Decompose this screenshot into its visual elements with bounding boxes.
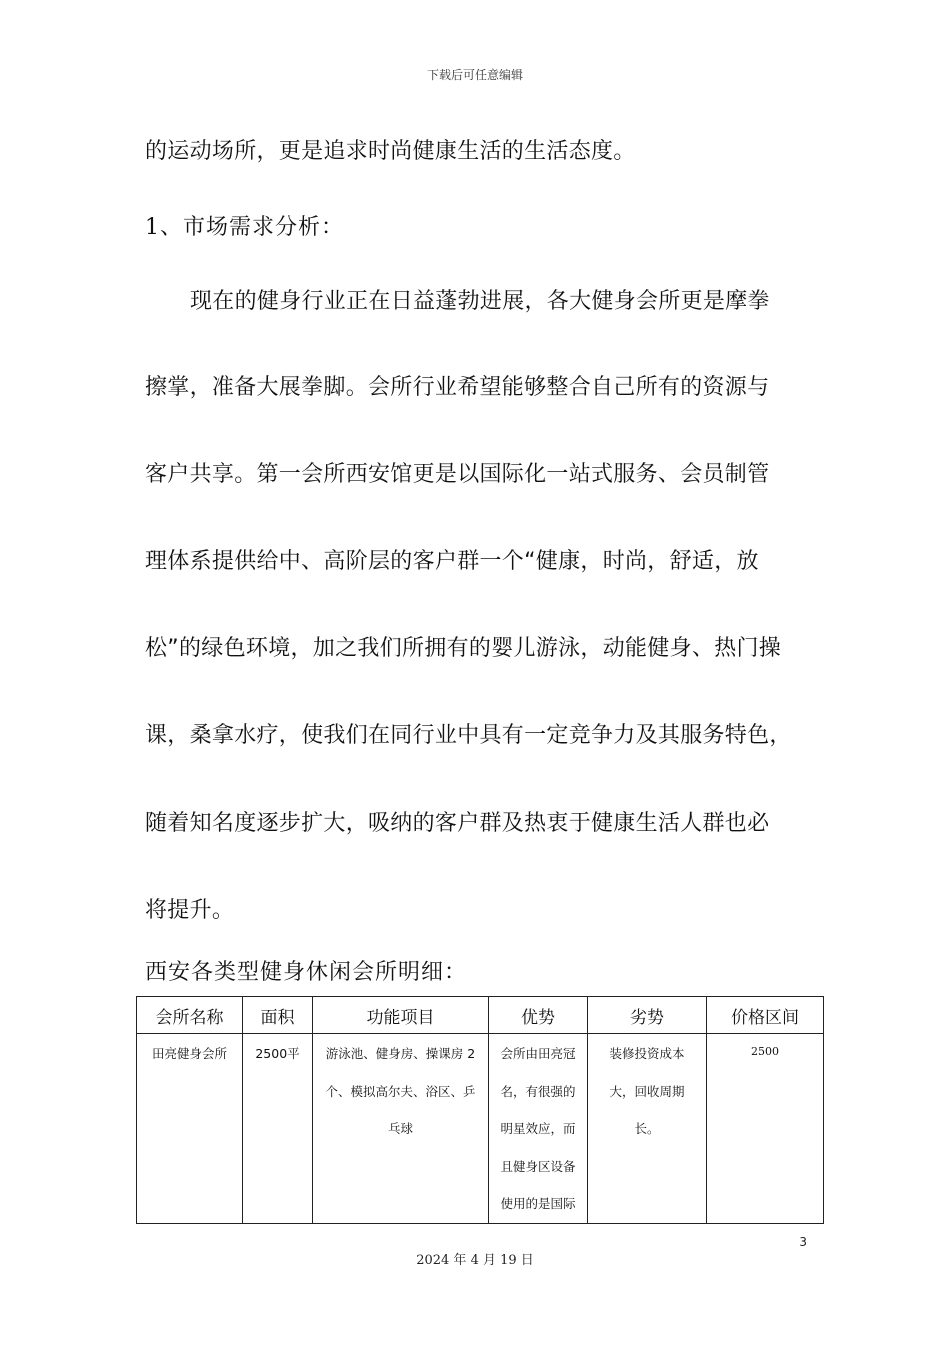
advantages-line: 使用的是国际 [500,1196,576,1211]
body-text-line: 课，桑拿水疗，使我们在同行业中具有一定竞争力及其服务特色， [145,723,792,748]
features-line: 乓球 [387,1121,413,1136]
cell-club-name: 田亮健身会所 [137,1034,243,1224]
advantages-line: 且健身区设备 [500,1158,576,1174]
cell-advantages [489,1034,588,1224]
header-advantages: 优势 [489,997,588,1034]
header-price-range: 价格区间 [707,997,824,1034]
cell-area: 2500平 [243,1034,313,1224]
table-row [137,1034,824,1224]
body-text-line: 现在的健身行业正在日益蓬勃进展，各大健身会所更是摩拳 [190,289,770,314]
features-line: 游泳池、健身房、操课房 2 [325,1046,476,1061]
body-text-line: 理体系提供给中、高阶层的客户群一个“健康，时尚，舒适，放 [145,549,759,574]
header-club-name: 会所名称 [137,997,243,1034]
club-details-table [136,996,824,1224]
body-text-line: 的运动场所，更是追求时尚健康生活的生活态度。 [145,139,636,164]
header-note: 下载后可任意编辑 [426,68,523,82]
disadvantages-line: 大，回收周期 [609,1083,685,1099]
advantages-line: 会所由田亮冠 [500,1046,576,1061]
section-heading: 1、市场需求分析： [145,215,344,240]
header-disadvantages: 劣势 [588,997,707,1034]
body-text-line: 随着知名度逐步扩大，吸纳的客户群及热衷于健康生活人群也必 [145,811,770,836]
body-text-line: 客户共享。第一会所西安馆更是以国际化一站式服务、会员制管 [145,462,770,487]
disadvantages-line: 装修投资成本 [609,1046,685,1061]
cell-price-range: 2500 [707,1034,824,1224]
advantages-line: 明星效应，而 [500,1121,576,1136]
footer-date: 2024 年 4 月 19 日 [416,1253,534,1268]
cell-disadvantages [588,1034,707,1224]
header-area: 面积 [243,997,313,1034]
body-text-line: 将提升。 [145,898,235,923]
body-text-line: 松”的绿色环境，加之我们所拥有的婴儿游泳，动能健身、热门操 [145,636,782,661]
header-features: 功能项目 [313,997,489,1034]
body-text-line: 擦掌，准备大展拳脚。会所行业希望能够整合自己所有的资源与 [145,375,770,400]
table-caption: 西安各类型健身休闲会所明细： [145,960,468,985]
advantages-line: 名，有很强的 [500,1083,576,1099]
features-line: 个、模拟高尔夫、浴区、乒 [325,1083,476,1099]
cell-features [313,1034,489,1224]
page-number: 3 [799,1235,807,1249]
disadvantages-line: 长。 [634,1121,660,1136]
table-header-row [137,997,824,1034]
